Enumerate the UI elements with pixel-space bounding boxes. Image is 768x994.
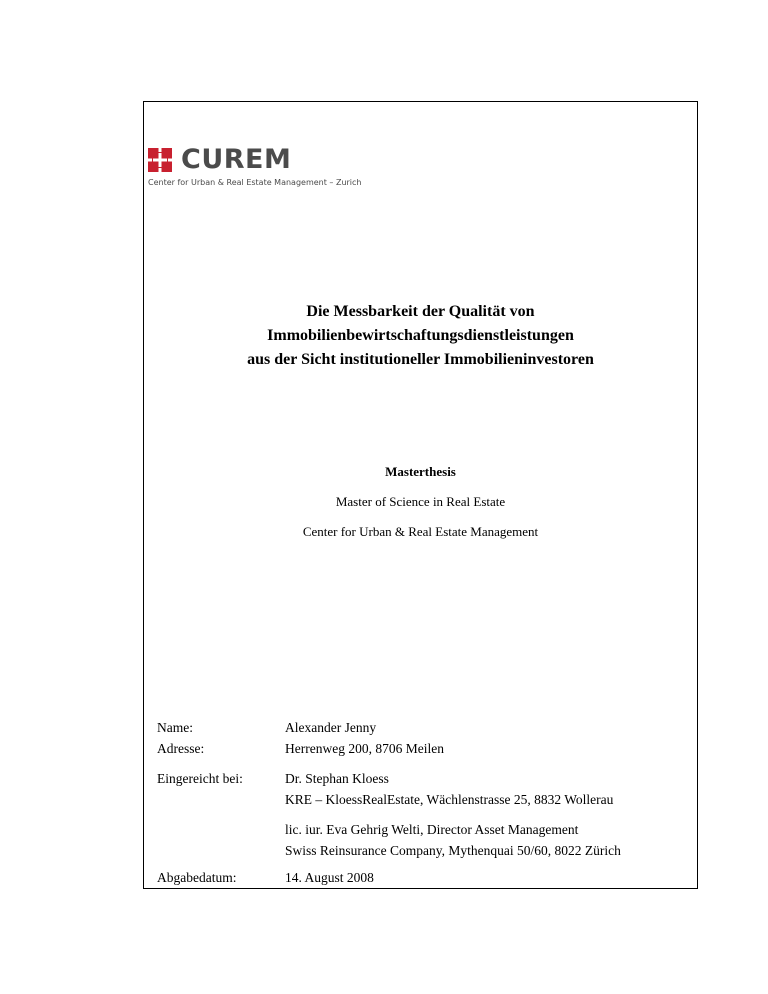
date-label: Abgabedatum: — [157, 870, 237, 885]
date-value: 14. August 2008 — [285, 870, 374, 885]
supervisor2-org: Swiss Reinsurance Company, Mythenquai 50/60, 8022 Zürich — [285, 843, 621, 858]
name-label: Name: — [157, 720, 193, 735]
address-label: Adresse: — [157, 741, 205, 756]
curem-cross-icon — [148, 148, 172, 172]
title-line-3: aus der Sicht institutioneller Immobilieninvestoren — [247, 351, 594, 368]
title-line-1: Die Messbarkeit der Qualität von — [306, 303, 535, 320]
thesis-program: Master of Science in Real Estate — [335, 494, 506, 509]
thesis-institute: Center for Urban & Real Estate Management — [302, 524, 539, 539]
logo-wordmark: CUREM — [181, 144, 292, 175]
address-value: Herrenweg 200, 8706 Meilen — [285, 741, 444, 756]
thesis-type: Masterthesis — [385, 464, 456, 479]
supervisor1-name: Dr. Stephan Kloess — [285, 771, 389, 786]
title-line-2: Immobilienbewirtschaftungsdienstleistungen — [267, 327, 574, 344]
name-value: Alexander Jenny — [285, 720, 377, 735]
supervisor2-name: lic. iur. Eva Gehrig Welti, Director Asset Management — [285, 822, 579, 837]
supervisor1-org: KRE – KloessRealEstate, Wächlenstrasse 25, 8832 Wollerau — [285, 792, 614, 807]
logo-subtitle: Center for Urban & Real Estate Management – Zurich — [148, 178, 362, 187]
submitted-label: Eingereicht bei: — [157, 771, 243, 786]
